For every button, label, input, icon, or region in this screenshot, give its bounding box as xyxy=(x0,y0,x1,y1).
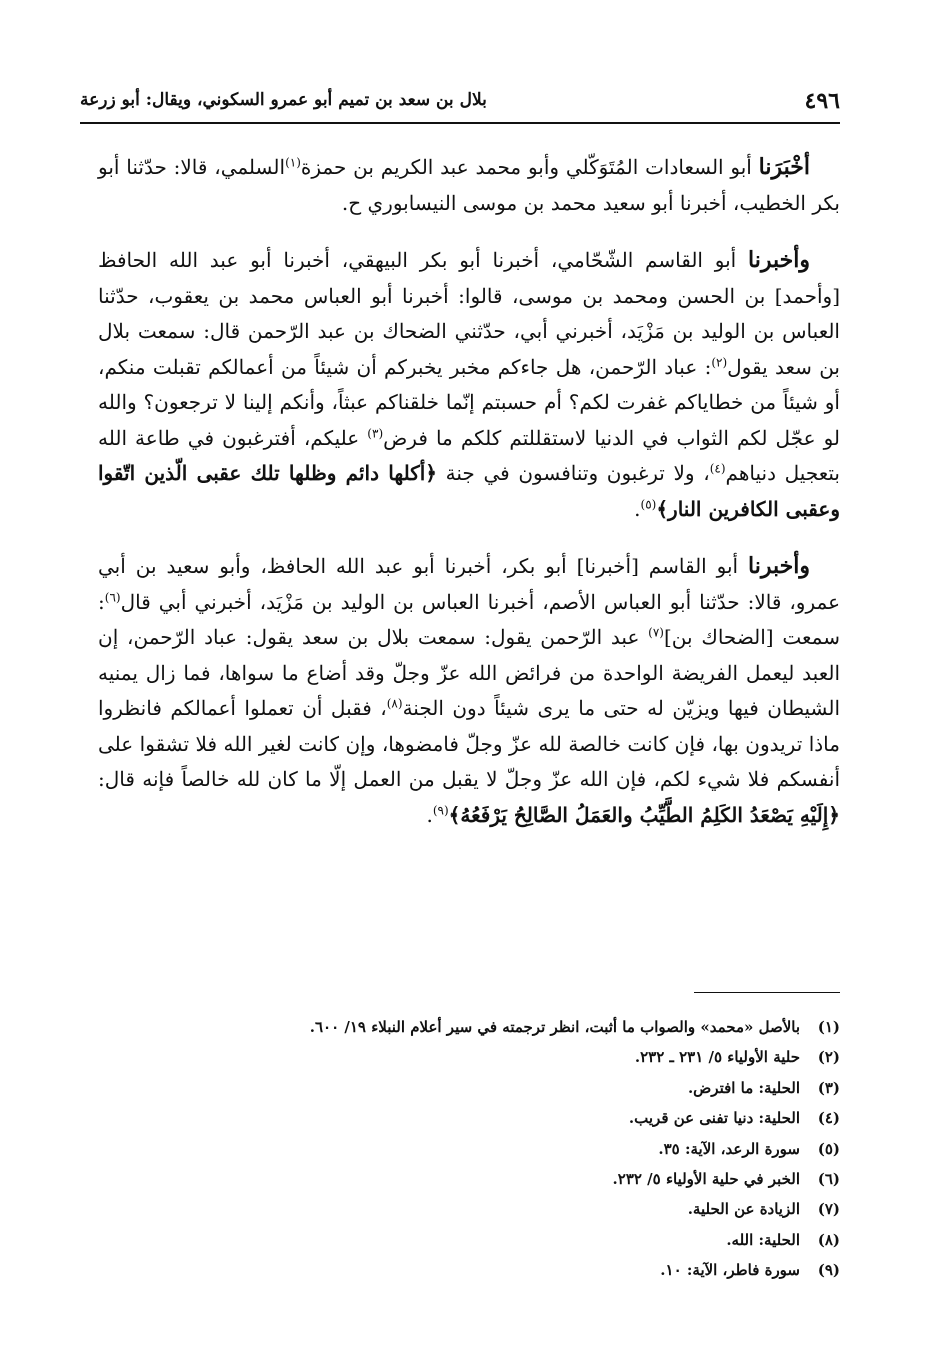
footnote-item xyxy=(98,1073,840,1103)
footnote-number: (٢) xyxy=(817,1048,840,1067)
footnote-text: سورة فاطر، الآية: ١٠. xyxy=(660,1261,800,1280)
footnote-number: (٥) xyxy=(817,1139,840,1158)
footnote-item xyxy=(98,1194,840,1224)
paragraph-text: ، فقبل أن تعملوا أعمالكم فانظروا ماذا تريدون بها، فإن كانت خالصة لله عزّ وجلّ فامضوها، وإن كانت لغير الله فلا تشقوا على أنفسكم فلا شيء لكم، فإن الله عزّ وجلّ لا يقبل من العمل إلّا ما كان لله خالصاً فإنه قال: xyxy=(98,696,840,791)
footnote-number: (٤) xyxy=(817,1109,840,1128)
paragraph-text: : سمعت [الضحاك بن] xyxy=(98,589,840,649)
page-header xyxy=(80,86,840,124)
footnote-item xyxy=(98,1012,840,1042)
main-text xyxy=(98,150,840,855)
footnote-text: الحلية: دنيا تفنى عن قريب. xyxy=(628,1109,800,1128)
footnote-item xyxy=(98,1225,840,1255)
running-title: بلال بن سعد بن تميم أبو عمرو السكوني، ويقال: أبو زرعة xyxy=(80,90,487,110)
paragraph-text: عليكم، أفترغبون في طاعة الله بتعجيل دنياهم xyxy=(98,425,840,485)
footnote-ref: (١) xyxy=(285,155,301,170)
footnote-ref: (٨) xyxy=(386,696,403,711)
footnote-item xyxy=(98,1042,840,1072)
footnote-ref: (٥) xyxy=(640,496,657,511)
footnote-text: الحلية: ما افترض. xyxy=(687,1078,800,1097)
footnote-text: الخبر في حلية الأولياء ٥/ ٢٣٢. xyxy=(612,1170,800,1189)
footnote-ref: (٩) xyxy=(432,802,449,817)
footnote-ref: (٢) xyxy=(711,354,728,369)
footnote-text: سورة الرعد، الآية: ٣٥. xyxy=(658,1139,800,1158)
paragraph-text: . xyxy=(426,802,433,827)
paragraph-text: أبو القاسم الشّحّامي، أخبرنا أبو بكر البيهقي، أخبرنا أبو عبد الله الحافظ [وأحمد] بن الحسن ومحمد بن موسى، قالوا: أخبرنا أبو العباس محمد بن يعقوب، حدّثنا العباس بن الوليد بن مَزْيَد، أخبرني أبي، حدّثني الضحاك بن عبد الرّحمن قال: سمعت بلال بن سعد يقول xyxy=(98,248,841,379)
paragraph-1 xyxy=(98,150,840,221)
page-number: ٤٩٦ xyxy=(804,88,840,114)
footnote-number: (٧) xyxy=(817,1200,840,1219)
paragraph-text: : عباد الرّحمن، هل جاءكم مخبر يخبركم أن شيئاً من أعمالكم تقبلت منكم، أو شيئاً من خطاياكم غفرت لكم؟ أم حسبتم إنّما خلقناكم عبثاً، وأنكم إلينا لا ترجعون؟ والله لو عجّل لكم الثواب في الدنيا لاستقللتم كلكم ما فرض xyxy=(98,354,840,450)
quran-verse: ﴿أكلها دائم وظلها تلك عقبى الّذين اتّقوا وعقبى الكافرين النار﴾ xyxy=(98,461,840,521)
footnote-number: (١) xyxy=(817,1018,840,1036)
footnote-ref: (٤) xyxy=(709,461,726,476)
paragraph-lead-word: وأخبرنا xyxy=(748,247,810,273)
quran-verse: ﴿إِلَيْهِ يَصْعَدُ الكَلِمُ الطَّيِّبُ والعَمَلُ الصَّالِحُ يَرْفَعُهُ﴾ xyxy=(448,802,840,827)
footnote-ref: (٣) xyxy=(367,425,384,440)
footnote-ref: (٧) xyxy=(648,625,664,640)
paragraph-text: عبد الرّحمن يقول: سمعت بلال بن سعد يقول: عباد الرّحمن، إن العبد ليعمل الفريضة الواحدة من فرائض الله عزّ وجلّ وقد أضاع ما سواها، فما زال يمنيه الشيطان فيها ويزيّن له حتى ما يرى شيئاً دون الجنة xyxy=(98,625,841,720)
footnotes-list xyxy=(98,1012,840,1286)
paragraph-text: . xyxy=(634,496,641,521)
footnote-number: (٣) xyxy=(817,1078,840,1097)
footnote-ref: (٦) xyxy=(104,589,121,604)
paragraph-lead-word: أخْبَرَنا xyxy=(758,154,810,180)
paragraph-text: أبو القاسم [أخبرنا] أبو بكر، أخبرنا أبو عبد الله الحافظ، وأبو سعيد بن أبي عمرو، قالا: حدّثنا أبو العباس الأصم، أخبرنا العباس بن الوليد بن مَزْيَد، أخبرني أبي قال xyxy=(98,554,840,614)
paragraph-text: أبو السعادات المُتَوَكّلي وأبو محمد عبد الكريم بن حمزة xyxy=(300,155,759,179)
paragraph-3 xyxy=(98,549,840,833)
paragraph-text: السلمي، قالا: حدّثنا أبو بكر الخطيب، أخبرنا أبو سعيد محمد بن موسى النيسابوري ح. xyxy=(98,155,840,215)
footnote-number: (٦) xyxy=(817,1170,840,1189)
footnote-item xyxy=(98,1134,840,1164)
footnote-text: الحلية: الله. xyxy=(726,1230,800,1249)
footnote-text: حلية الأولياء ٥/ ٢٣١ ـ ٢٣٢. xyxy=(634,1048,800,1067)
footnote-item xyxy=(98,1103,840,1133)
paragraph-lead-word: وأخبرنا xyxy=(748,553,810,579)
footnote-divider xyxy=(694,992,840,993)
footnote-item xyxy=(98,1164,840,1194)
footnote-item xyxy=(98,1255,840,1285)
footnote-number: (٩) xyxy=(817,1261,840,1280)
footnote-number: (٨) xyxy=(817,1230,840,1249)
paragraph-2 xyxy=(98,243,840,527)
footnote-text: الزيادة عن الحلية. xyxy=(687,1200,800,1219)
paragraph-text: ، ولا ترغبون وتنافسون في جنة xyxy=(437,461,710,485)
footnote-text: بالأصل «محمد» والصواب ما أثبت، انظر ترجمته في سير أعلام النبلاء ١٩/ ٦٠٠. xyxy=(309,1018,800,1036)
